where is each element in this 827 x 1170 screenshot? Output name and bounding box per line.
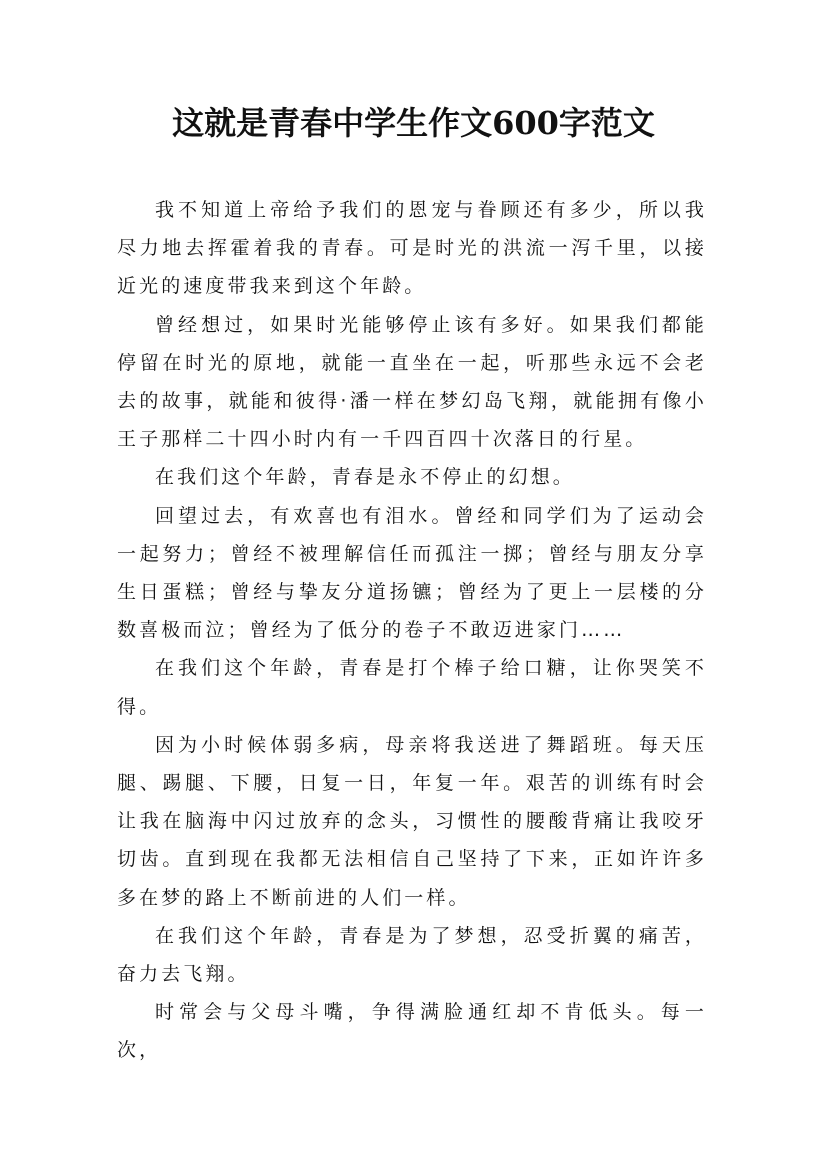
paragraph: 在我们这个年龄，青春是为了梦想，忍受折翼的痛苦，奋力去飞翔。: [117, 924, 707, 986]
paragraph: 回望过去，有欢喜也有泪水。曾经和同学们为了运动会一起努力；曾经不被理解信任而孤注一掷；曾经与朋友分享生日蛋糕；曾经与挚友分道扬镳；曾经为了更上一层楼的分数喜极而泣；曾经为了低分的卷子不敢迈进家门……: [117, 504, 707, 642]
paragraph: 在我们这个年龄，青春是永不停止的幻想。: [155, 466, 575, 489]
paragraph: 我不知道上帝给予我们的恩宠与眷顾还有多少，所以我尽力地去挥霍着我的青春。可是时光的洪流一泻千里，以接近光的速度带我来到这个年龄。: [117, 199, 707, 298]
paragraph: 曾经想过，如果时光能够停止该有多好。如果我们都能停留在时光的原地，就能一直坐在一起，听那些永远不会老去的故事，就能和彼得·潘一样在梦幻岛飞翔，就能拥有像小王子那样二十四小时内有一千四百四十次落日的行星。: [117, 313, 707, 451]
paragraph: 因为小时候体弱多病，母亲将我送进了舞蹈班。每天压腿、踢腿、下腰，日复一日，年复一年。艰苦的训练有时会让我在脑海中闪过放弃的念头，习惯性的腰酸背痛让我咬牙切齿。直到现在我都无法相信自己坚持了下来，正如许许多多在梦的路上不断前进的人们一样。: [117, 733, 707, 909]
document-body: [117, 191, 707, 1070]
paragraph: 在我们这个年龄，青春是打个棒子给口糖，让你哭笑不得。: [117, 657, 707, 718]
paragraph: 时常会与父母斗嘴，争得满脸通红却不肯低头。每一次，: [117, 1001, 707, 1062]
document-title: 这就是青春中学生作文600字范文: [172, 104, 655, 142]
